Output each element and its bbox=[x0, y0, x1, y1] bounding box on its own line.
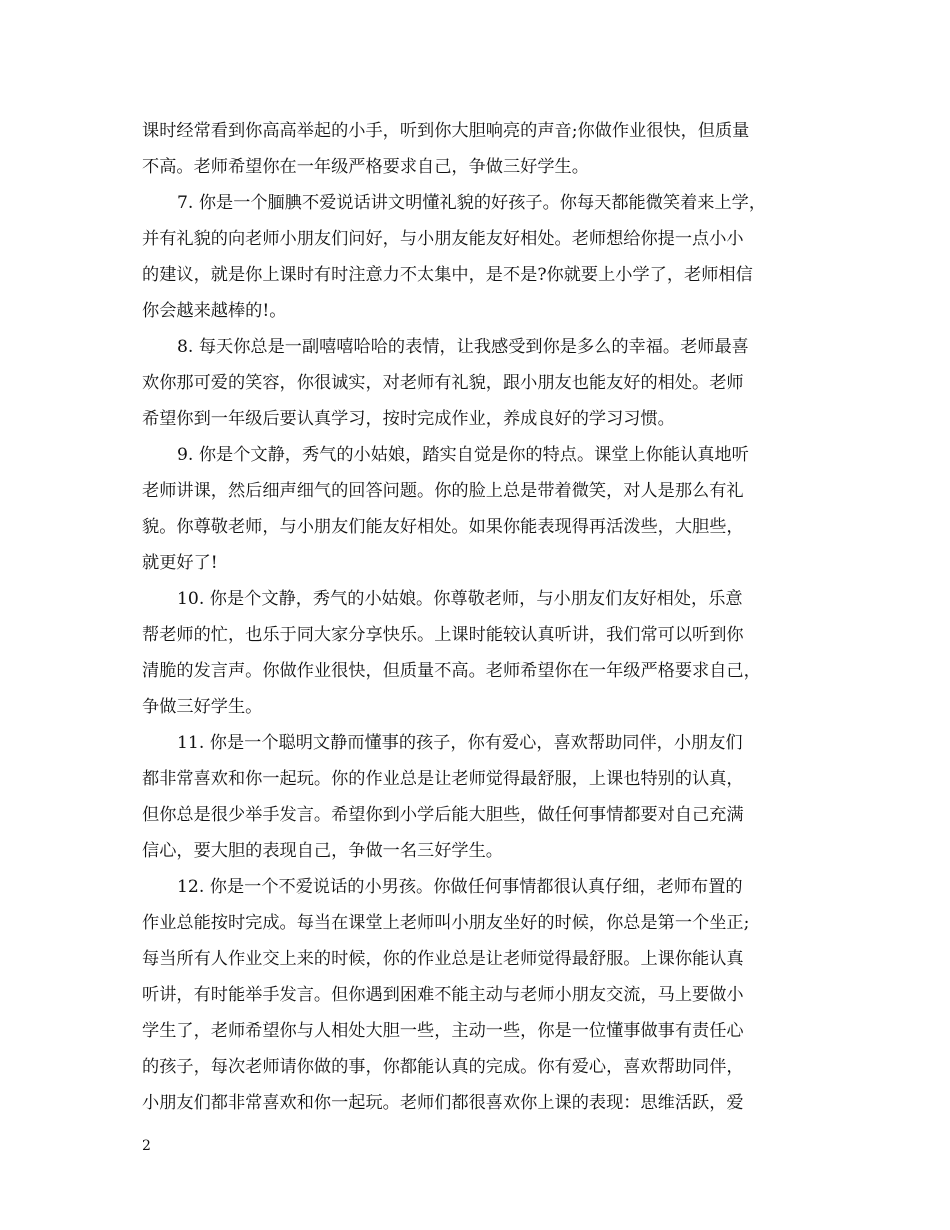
text-line: 希望你到一年级后要认真学习，按时完成作业，养成良好的学习习惯。 bbox=[142, 409, 675, 429]
text-line: 并有礼貌的向老师小朋友们问好，与小朋友能友好相处。老师想给你提一点小小 bbox=[142, 229, 744, 249]
text-line: 不高。老师希望你在一年级严格要求自己，争做三好学生。 bbox=[142, 157, 589, 177]
text-line: 的孩子，每次老师请你做的事，你都能认真的完成。你有爱心，喜欢帮助同伴， bbox=[142, 1057, 744, 1077]
text-line: 学生了，老师希望你与人相处大胆一些，主动一些，你是一位懂事做事有责任心 bbox=[142, 1021, 744, 1041]
paragraph-first-line: 9. 你是个文静，秀气的小姑娘，踏实自觉是你的特点。课堂上你能认真地听 bbox=[177, 445, 749, 465]
text-line: 作业总能按时完成。每当在课堂上老师叫小朋友坐好的时候，你总是第一个坐正; bbox=[142, 913, 750, 933]
text-line: 课时经常看到你高高举起的小手，听到你大胆响亮的声音;你做作业很快，但质量 bbox=[142, 121, 750, 141]
text-line: 但你总是很少举手发言。希望你到小学后能大胆些，做任何事情都要对自己充满 bbox=[142, 805, 744, 825]
text-line: 信心，要大胆的表现自己，争做一名三好学生。 bbox=[142, 841, 503, 861]
text-line: 貌。你尊敬老师，与小朋友们能友好相处。如果你能表现得再活泼些，大胆些， bbox=[142, 517, 744, 537]
paragraph-first-line: 11. 你是一个聪明文静而懂事的孩子，你有爱心，喜欢帮助同伴，小朋友们 bbox=[177, 733, 743, 753]
paragraph-first-line: 12. 你是一个不爱说话的小男孩。你做任何事情都很认真仔细，老师布置的 bbox=[177, 877, 743, 897]
text-line: 老师讲课，然后细声细气的回答问题。你的脸上总是带着微笑，对人是那么有礼 bbox=[142, 481, 744, 501]
paragraph-first-line: 7. 你是一个腼腆不爱说话讲文明懂礼貌的好孩子。你每天都能微笑着来上学， bbox=[177, 193, 767, 213]
document-body bbox=[142, 113, 810, 1121]
text-line: 你会越来越棒的!。 bbox=[142, 301, 287, 321]
text-line: 清脆的发言声。你做作业很快，但质量不高。老师希望你在一年级严格要求自己， bbox=[142, 661, 761, 681]
text-line: 都非常喜欢和你一起玩。你的作业总是让老师觉得最舒服，上课也特别的认真， bbox=[142, 769, 744, 789]
text-line: 的建议，就是你上课时有时注意力不太集中，是不是?你就要上小学了，老师相信 bbox=[142, 265, 753, 285]
text-line: 小朋友们都非常喜欢和你一起玩。老师们都很喜欢你上课的表现：思维活跃，爱 bbox=[142, 1093, 744, 1113]
text-line: 听讲，有时能举手发言。但你遇到困难不能主动与老师小朋友交流，马上要做小 bbox=[142, 985, 744, 1005]
paragraph-first-line: 10. 你是个文静，秀气的小姑娘。你尊敬老师，与小朋友们友好相处，乐意 bbox=[177, 589, 743, 609]
text-line: 欢你那可爱的笑容，你很诚实，对老师有礼貌，跟小朋友也能友好的相处。老师 bbox=[142, 373, 744, 393]
text-line: 就更好了! bbox=[142, 553, 218, 573]
page-number: 2 bbox=[142, 1138, 151, 1154]
text-line: 每当所有人作业交上来的时候，你的作业总是让老师觉得最舒服。上课你能认真 bbox=[142, 949, 744, 969]
text-line: 帮老师的忙，也乐于同大家分享快乐。上课时能较认真听讲，我们常可以听到你 bbox=[142, 625, 744, 645]
text-line: 争做三好学生。 bbox=[142, 697, 263, 717]
paragraph-first-line: 8. 每天你总是一副嘻嘻哈哈的表情，让我感受到你是多么的幸福。老师最喜 bbox=[177, 337, 749, 357]
